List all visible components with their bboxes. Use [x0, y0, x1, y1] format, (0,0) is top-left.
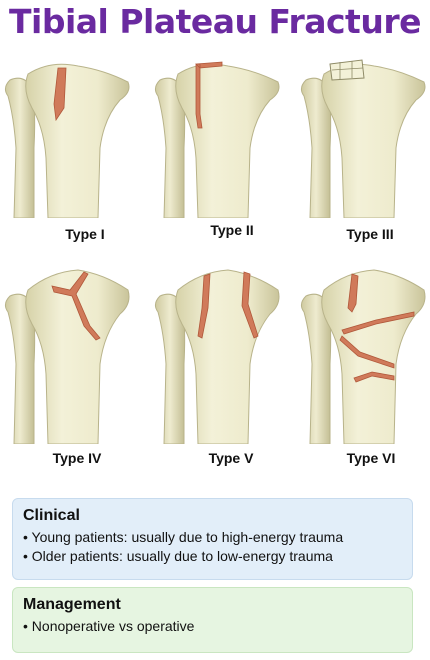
- list-item: • Older patients: usually due to low-energy trauma: [23, 547, 402, 566]
- clinical-box: [12, 498, 413, 580]
- tibia: [322, 64, 425, 218]
- fracture-figure-type-5: [150, 264, 290, 444]
- fracture-figure-type-4: [0, 264, 140, 444]
- fracture-label-type-1: Type I: [65, 226, 105, 242]
- tibia: [176, 270, 279, 444]
- fracture-label-type-4: Type IV: [52, 450, 102, 466]
- management-heading: Management: [23, 596, 121, 613]
- fracture-figure-type-6: [296, 264, 430, 444]
- list-item: • Young patients: usually due to high-energy trauma: [23, 528, 402, 547]
- tibia: [176, 64, 279, 218]
- fracture-label-type-2: Type II: [210, 222, 254, 238]
- fracture-figure-type-1: [0, 48, 140, 218]
- fracture-figure-type-2: [150, 48, 290, 218]
- fracture-label-type-6: Type VI: [346, 450, 396, 466]
- fracture-label-type-5: Type V: [208, 450, 254, 466]
- list-item: • Nonoperative vs operative: [23, 617, 402, 636]
- clinical-heading: Clinical: [23, 507, 80, 524]
- fracture-label-type-3: Type III: [346, 226, 394, 242]
- management-box: [12, 587, 413, 653]
- clinical-list: [23, 528, 402, 566]
- page-title: Tibial Plateau Fracture: [9, 2, 421, 41]
- fracture-figure-type-3: [296, 48, 430, 218]
- tibia: [26, 270, 129, 444]
- tibia: [26, 64, 129, 218]
- management-list: [23, 617, 402, 636]
